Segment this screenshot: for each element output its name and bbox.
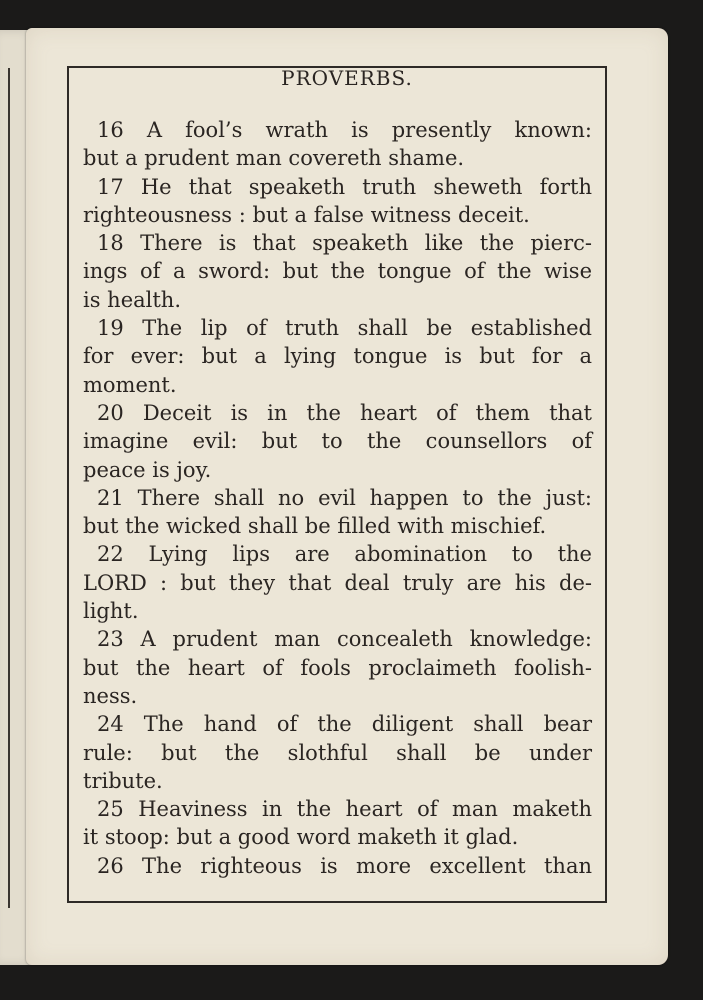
text-line: 26 The righteous is more excellent than xyxy=(97,853,592,878)
previous-page-frame-rule xyxy=(8,68,10,908)
text-line: ness. xyxy=(83,683,138,708)
text-line: 20 Deceit is in the heart of them that xyxy=(97,400,592,425)
text-line: peace is joy. xyxy=(83,457,212,482)
text-line: for ever: but a lying tongue is but for a xyxy=(83,344,592,369)
text-line: 16 A fool’s wrath is presently known: xyxy=(97,118,592,142)
text-line: 21 There shall no evil happen to the just: xyxy=(97,485,592,510)
text-line: but the wicked shall be filled with mischief. xyxy=(83,514,547,539)
text-line: LORD : but they that deal truly are his de- xyxy=(83,570,592,595)
text-line: it stoop: but a good word maketh it glad. xyxy=(83,825,519,850)
text-line: 24 The hand of the diligent shall bear xyxy=(97,712,592,737)
verse-text-block xyxy=(83,116,592,880)
text-line: light. xyxy=(83,599,139,624)
text-line: 17 He that speaketh truth sheweth forth xyxy=(97,174,592,199)
text-line: 23 A prudent man concealeth knowledge: xyxy=(97,627,592,652)
text-line: but a prudent man covereth shame. xyxy=(83,146,465,171)
text-line: rule: but the slothful shall be under xyxy=(83,740,592,765)
text-line: righteousness : but a false witness deceit. xyxy=(83,202,530,227)
text-line: but the heart of fools proclaimeth foolish- xyxy=(83,655,592,680)
text-line: imagine evil: but to the counsellors of xyxy=(83,429,592,454)
running-head: PROVERBS. xyxy=(281,66,413,90)
text-line: 25 Heaviness in the heart of man maketh xyxy=(97,797,592,822)
text-line: 18 There is that speaketh like the pierc- xyxy=(97,231,592,256)
text-line: ings of a sword: but the tongue of the wise xyxy=(83,259,592,284)
text-line: 22 Lying lips are abomination to the xyxy=(97,542,592,567)
book-page xyxy=(26,28,668,965)
text-line: is health. xyxy=(83,287,181,312)
text-line: 19 The lip of truth shall be established xyxy=(97,316,592,341)
text-line: tribute. xyxy=(83,768,163,793)
text-line: moment. xyxy=(83,372,177,397)
